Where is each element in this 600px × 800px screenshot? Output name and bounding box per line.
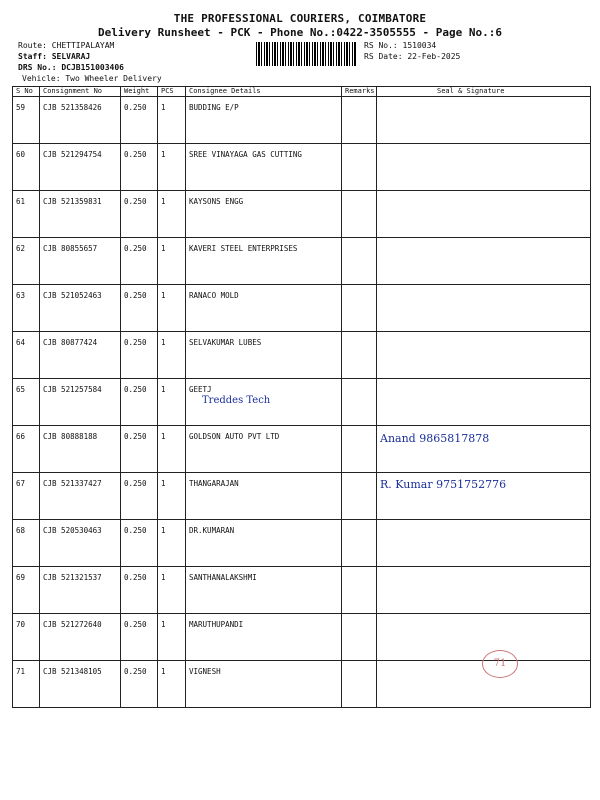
remarks-cell xyxy=(342,426,377,473)
col-header-seal: Seal & Signature xyxy=(377,87,591,97)
consignment-cell: CJB 521348105 xyxy=(40,661,121,708)
consignee-cell: SELVAKUMAR LUBES xyxy=(186,332,342,379)
col-header-pcs: PCS xyxy=(158,87,186,97)
pcs-cell: 1 xyxy=(158,332,186,379)
table-row xyxy=(13,97,591,144)
runsheet-table xyxy=(12,86,591,708)
seal-signature-cell xyxy=(377,97,591,144)
remarks-cell xyxy=(342,379,377,426)
weight-cell: 0.250 xyxy=(121,285,158,332)
handwritten-signature-67: Anand 9865817878 xyxy=(380,432,490,445)
consignee-cell: KAYSONS ENGG xyxy=(186,191,342,238)
seal-signature-cell xyxy=(377,285,591,332)
weight-cell: 0.250 xyxy=(121,191,158,238)
table-row xyxy=(13,144,591,191)
seal-signature-cell xyxy=(377,520,591,567)
weight-cell: 0.250 xyxy=(121,238,158,285)
table-row xyxy=(13,520,591,567)
table-row xyxy=(13,379,591,426)
remarks-cell xyxy=(342,97,377,144)
remarks-cell xyxy=(342,332,377,379)
consignee-cell: GOLDSON AUTO PVT LTD xyxy=(186,426,342,473)
pcs-cell: 1 xyxy=(158,238,186,285)
consignment-cell: CJB 521052463 xyxy=(40,285,121,332)
weight-cell: 0.250 xyxy=(121,520,158,567)
table-row xyxy=(13,285,591,332)
consignee-cell: SREE VINAYAGA GAS CUTTING xyxy=(186,144,342,191)
vehicle-label: Vehicle: Two Wheeler Delivery xyxy=(22,74,162,83)
sno-cell: 69 xyxy=(13,567,40,614)
table-row xyxy=(13,238,591,285)
col-header-consignee: Consignee Details xyxy=(186,87,342,97)
weight-cell: 0.250 xyxy=(121,97,158,144)
company-title: THE PROFESSIONAL COURIERS, COIMBATORE xyxy=(173,12,427,25)
seal-signature-cell xyxy=(377,379,591,426)
pcs-cell: 1 xyxy=(158,144,186,191)
sno-cell: 63 xyxy=(13,285,40,332)
drs-number: DRS No.: DCJB151003406 xyxy=(18,63,124,72)
seal-signature-cell xyxy=(377,332,591,379)
sno-cell: 65 xyxy=(13,379,40,426)
staff-label: Staff: SELVARAJ xyxy=(18,52,91,61)
barcode-image xyxy=(256,42,356,66)
consignment-cell: CJB 521257584 xyxy=(40,379,121,426)
consignment-cell: CJB 521321537 xyxy=(40,567,121,614)
col-header-weight: Weight xyxy=(121,87,158,97)
remarks-cell xyxy=(342,144,377,191)
consignment-cell: CJB 520530463 xyxy=(40,520,121,567)
runsheet-subtitle: Delivery Runsheet - PCK - Phone No.:0422-3505555 - Page No.:6 xyxy=(98,26,502,39)
consignment-cell: CJB 521294754 xyxy=(40,144,121,191)
seal-signature-cell xyxy=(377,614,591,661)
consignee-cell: MARUTHUPANDI xyxy=(186,614,342,661)
consignment-cell: CJB 521272640 xyxy=(40,614,121,661)
consignment-cell: CJB 521337427 xyxy=(40,473,121,520)
seal-signature-cell xyxy=(377,238,591,285)
seal-signature-cell xyxy=(377,567,591,614)
table-row xyxy=(13,567,591,614)
sno-cell: 68 xyxy=(13,520,40,567)
consignee-cell: GEETJ Treddes Tech xyxy=(186,379,342,426)
consignee-cell: RANACO MOLD xyxy=(186,285,342,332)
pcs-cell: 1 xyxy=(158,426,186,473)
seal-signature-cell xyxy=(377,144,591,191)
sno-cell: 64 xyxy=(13,332,40,379)
handwritten-note: Treddes Tech xyxy=(202,395,271,406)
page-stamp: 71 xyxy=(482,650,518,678)
pcs-cell: 1 xyxy=(158,520,186,567)
sno-cell: 60 xyxy=(13,144,40,191)
remarks-cell xyxy=(342,473,377,520)
weight-cell: 0.250 xyxy=(121,426,158,473)
weight-cell: 0.250 xyxy=(121,661,158,708)
table-row xyxy=(13,191,591,238)
weight-cell: 0.250 xyxy=(121,567,158,614)
weight-cell: 0.250 xyxy=(121,332,158,379)
rs-date: RS Date: 22-Feb-2025 xyxy=(364,52,461,61)
sno-cell: 67 xyxy=(13,473,40,520)
col-header-sno: S No xyxy=(13,87,40,97)
col-header-consignment: Consignment No xyxy=(40,87,121,97)
remarks-cell xyxy=(342,520,377,567)
pcs-cell: 1 xyxy=(158,379,186,426)
pcs-cell: 1 xyxy=(158,97,186,144)
weight-cell: 0.250 xyxy=(121,144,158,191)
rs-number: RS No.: 1510034 xyxy=(364,41,437,50)
consignment-cell: CJB 521359831 xyxy=(40,191,121,238)
consignee-cell: VIGNESH xyxy=(186,661,342,708)
consignment-cell: CJB 80888188 xyxy=(40,426,121,473)
remarks-cell xyxy=(342,285,377,332)
sno-cell: 59 xyxy=(13,97,40,144)
pcs-cell: 1 xyxy=(158,191,186,238)
consignee-cell: BUDDING E/P xyxy=(186,97,342,144)
pcs-cell: 1 xyxy=(158,614,186,661)
remarks-cell xyxy=(342,238,377,285)
sno-cell: 66 xyxy=(13,426,40,473)
sno-cell: 61 xyxy=(13,191,40,238)
pcs-cell: 1 xyxy=(158,661,186,708)
remarks-cell xyxy=(342,567,377,614)
consignment-cell: CJB 521358426 xyxy=(40,97,121,144)
handwritten-signature-68: R. Kumar 9751752776 xyxy=(380,478,507,491)
col-header-remarks: Remarks xyxy=(342,87,377,97)
table-row xyxy=(13,426,591,473)
consignee-cell: SANTHANALAKSHMI xyxy=(186,567,342,614)
weight-cell: 0.250 xyxy=(121,614,158,661)
sno-cell: 71 xyxy=(13,661,40,708)
consignee-cell: THANGARAJAN xyxy=(186,473,342,520)
sno-cell: 70 xyxy=(13,614,40,661)
seal-signature-cell xyxy=(377,191,591,238)
consignment-cell: CJB 80855657 xyxy=(40,238,121,285)
remarks-cell xyxy=(342,614,377,661)
weight-cell: 0.250 xyxy=(121,473,158,520)
consignee-cell: KAVERI STEEL ENTERPRISES xyxy=(186,238,342,285)
table-header-row xyxy=(13,87,591,97)
consignment-cell: CJB 80877424 xyxy=(40,332,121,379)
route-label: Route: CHETTIPALAYAM xyxy=(18,41,115,50)
pcs-cell: 1 xyxy=(158,473,186,520)
consignee-cell: DR.KUMARAN xyxy=(186,520,342,567)
sno-cell: 62 xyxy=(13,238,40,285)
remarks-cell xyxy=(342,191,377,238)
remarks-cell xyxy=(342,661,377,708)
pcs-cell: 1 xyxy=(158,567,186,614)
weight-cell: 0.250 xyxy=(121,379,158,426)
table-row xyxy=(13,332,591,379)
pcs-cell: 1 xyxy=(158,285,186,332)
